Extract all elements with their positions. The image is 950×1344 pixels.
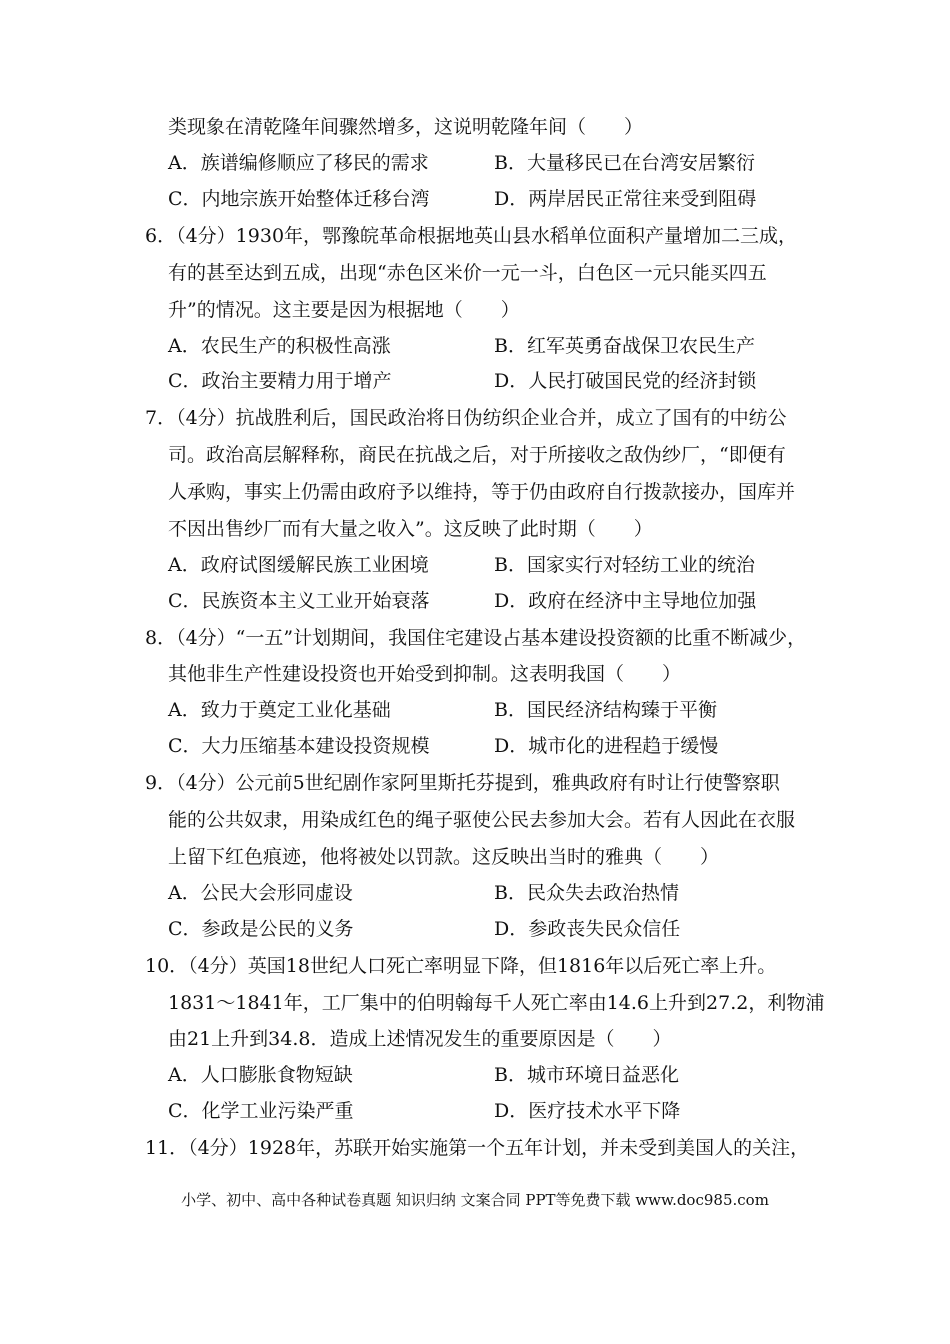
q5-option-b: B．大量移民已在台湾安居繁衍 <box>494 152 755 174</box>
q11-stem-line1: 11．（4分）1928年，苏联开始实施第一个五年计划，并未受到美国人的关注， <box>145 1137 810 1159</box>
q7-stem-line3: 人承购，事实上仍需由政府予以维持，等于仍由政府自行拨款接办，国库并 <box>168 481 796 503</box>
q8-option-a: A．致力于奠定工业化基础 <box>168 699 391 721</box>
q6-stem-line1: 6．（4分）1930年，鄂豫皖革命根据地英山县水稻单位面积产量增加二三成， <box>145 225 798 247</box>
q7-option-b: B．国家实行对轻纺工业的统治 <box>494 554 755 576</box>
q8-option-b: B．国民经济结构臻于平衡 <box>494 699 717 721</box>
q6-stem-line3: 升”的情况。这主要是因为根据地（ ） <box>168 299 520 321</box>
q5-stem-continued: 类现象在清乾隆年间骤然增多，这说明乾隆年间（ ） <box>168 116 644 138</box>
page-footer: 小学、初中、高中各种试卷真题 知识归纳 文案合同 PPT等免费下载 www.doc985.com <box>181 1191 769 1209</box>
q7-stem-line1: 7．（4分）抗战胜利后，国民政治将日伪纺织企业合并，成立了国有的中纺公 <box>145 407 787 429</box>
q5-option-a: A．族谱编修顺应了移民的需求 <box>168 152 429 174</box>
q10-stem-line2: 1831～1841年，工厂集中的伯明翰每千人死亡率由14.6上升到27.2，利物浦 <box>168 992 825 1014</box>
q6-option-b: B．红军英勇奋战保卫农民生产 <box>494 335 755 357</box>
q9-stem-line1: 9．（4分）公元前5世纪剧作家阿里斯托芬提到，雅典政府有时让行使警察职 <box>145 772 780 794</box>
q5-option-c: C．内地宗族开始整体迁移台湾 <box>168 188 430 210</box>
q8-option-d: D．城市化的进程趋于缓慢 <box>494 735 719 757</box>
q5-option-d: D．两岸居民正常往来受到阻碍 <box>494 188 757 210</box>
q9-option-a: A．公民大会形同虚设 <box>168 882 353 904</box>
q8-option-c: C．大力压缩基本建设投资规模 <box>168 735 430 757</box>
q7-option-c: C．民族资本主义工业开始衰落 <box>168 590 430 612</box>
q9-stem-line3: 上留下红色痕迹，他将被处以罚款。这反映出当时的雅典（ ） <box>168 846 720 868</box>
q6-stem-line2: 有的甚至达到五成，出现“赤色区米价一元一斗，白色区一元只能买四五 <box>168 262 767 284</box>
q7-stem-line2: 司。政治高层解释称，商民在抗战之后，对于所接收之敌伪纱厂，“即便有 <box>168 444 786 466</box>
q7-option-a: A．政府试图缓解民族工业困境 <box>168 554 429 576</box>
q10-option-a: A．人口膨胀食物短缺 <box>168 1064 353 1086</box>
q9-option-b: B．民众失去政治热情 <box>494 882 679 904</box>
q9-option-d: D．参政丧失民众信任 <box>494 918 681 940</box>
q10-option-b: B．城市环境日益恶化 <box>494 1064 679 1086</box>
q6-option-a: A．农民生产的积极性高涨 <box>168 335 391 357</box>
q7-stem-line4: 不因出售纱厂而有大量之收入”。这反映了此时期（ ） <box>168 518 653 540</box>
q10-stem-line1: 10．（4分）英国18世纪人口死亡率明显下降，但1816年以后死亡率上升。 <box>145 955 777 977</box>
q6-option-c: C．政治主要精力用于增产 <box>168 370 392 392</box>
q9-stem-line2: 能的公共奴隶，用染成红色的绳子驱使公民去参加大会。若有人因此在衣服 <box>168 809 796 831</box>
q7-option-d: D．政府在经济中主导地位加强 <box>494 590 757 612</box>
q10-option-c: C．化学工业污染严重 <box>168 1100 354 1122</box>
q10-stem-line3: 由21上升到34.8．造成上述情况发生的重要原因是（ ） <box>168 1028 672 1050</box>
q6-option-d: D．人民打破国民党的经济封锁 <box>494 370 757 392</box>
q10-option-d: D．医疗技术水平下降 <box>494 1100 681 1122</box>
q8-stem-line2: 其他非生产性建设投资也开始受到抑制。这表明我国（ ） <box>168 663 682 685</box>
q8-stem-line1: 8．（4分）“一五”计划期间，我国住宅建设占基本建设投资额的比重不断减少， <box>145 627 807 649</box>
q9-option-c: C．参政是公民的义务 <box>168 918 354 940</box>
